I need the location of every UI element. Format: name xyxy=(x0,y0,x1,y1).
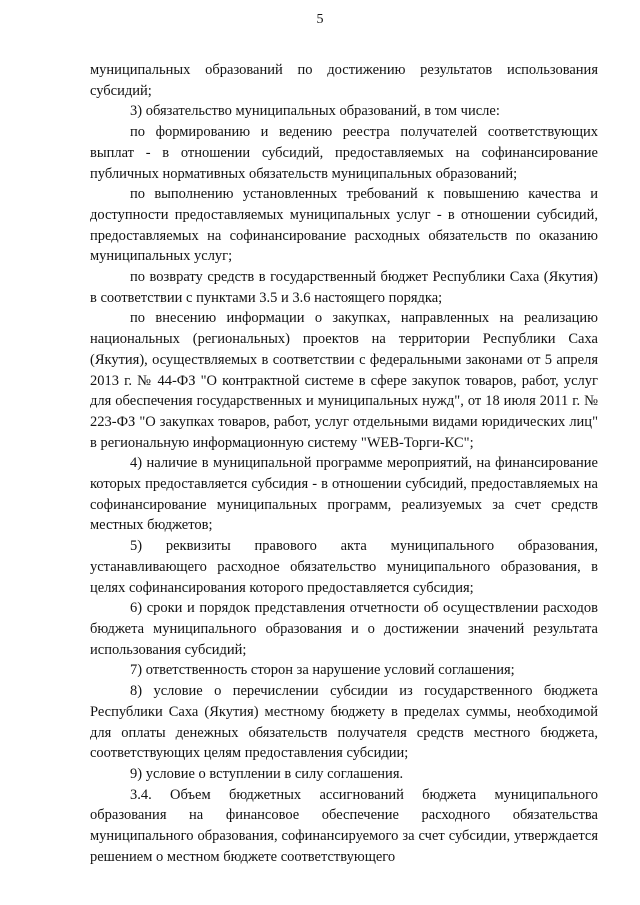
paragraph-item-4: 4) наличие в муниципальной программе мероприятий, на финансирование которых предоставляется субсидия - в отношении субсидий, предоставляемых на софинансирование муниципальных программ, реализуемых за счет средств местных бюджетов; xyxy=(90,455,598,534)
paragraph-item-6: 6) сроки и порядок представления отчетности об осуществлении расходов бюджета муниципального образования и о достижении значений результата использования субсидий; xyxy=(90,600,598,658)
paragraph-item-3: 3) обязательство муниципальных образований, в том числе: xyxy=(130,103,500,120)
page-number: 5 xyxy=(316,12,324,27)
paragraph-continuation: муниципальных образований по достижению результатов использования субсидий; xyxy=(90,62,598,99)
document-body xyxy=(90,60,598,867)
paragraph-item-5: 5) реквизиты правового акта муниципального образования, устанавливающего расходное обязательство муниципального образования, в целях софинансирования которого предоставляется субсидия; xyxy=(90,538,598,596)
paragraph-refund: по возврату средств в государственный бюджет Республики Саха (Якутия) в соответствии с пунктами 3.5 и 3.6 настоящего порядка; xyxy=(90,269,598,306)
paragraph-item-8: 8) условие о перечислении субсидии из государственного бюджета Республики Саха (Якутия) местному бюджету в пределах суммы, необходимой для оплаты денежных обязательств получателя средств местного бюджета, соответствующих целям предоставления субсидии; xyxy=(90,683,598,762)
paragraph-service-quality: по выполнению установленных требований к повышению качества и доступности предоставляемых муниципальных услуг - в отношении субсидий, предоставляемых на софинансирование расходных обязательств по оказанию муниципальных услуг; xyxy=(90,186,598,265)
paragraph-item-7: 7) ответственность сторон за нарушение условий соглашения; xyxy=(130,662,515,679)
paragraph-procurement: по внесению информации о закупках, направленных на реализацию национальных (региональных) проектов на территории Республики Саха (Якутия), осуществляемых в соответствии с федеральными законами от 5 апреля 2013 г. № 44-ФЗ "О контрактной системе в сфере закупок товаров, работ, услуг для обеспечения государственных и муниципальных нужд", от 18 июля 2011 г. № 223-ФЗ "О закупках товаров, работ, услуг отдельными видами юридических лиц" в региональную информационную систему "WEB-Торги-КС"; xyxy=(90,310,598,451)
paragraph-section-3-4: 3.4. Объем бюджетных ассигнований бюджета муниципального образования на финансовое обеспечение расходного обязательства муниципального образования, софинансируемого за счет субсидии, утверждается решением о местном бюджете соответствующего xyxy=(90,786,598,865)
paragraph-registry: по формированию и ведению реестра получателей соответствующих выплат - в отношении субсидий, предоставляемых на софинансирование публичных нормативных обязательств муниципальных образований; xyxy=(90,124,598,182)
paragraph-item-9: 9) условие о вступлении в силу соглашения. xyxy=(130,765,404,782)
